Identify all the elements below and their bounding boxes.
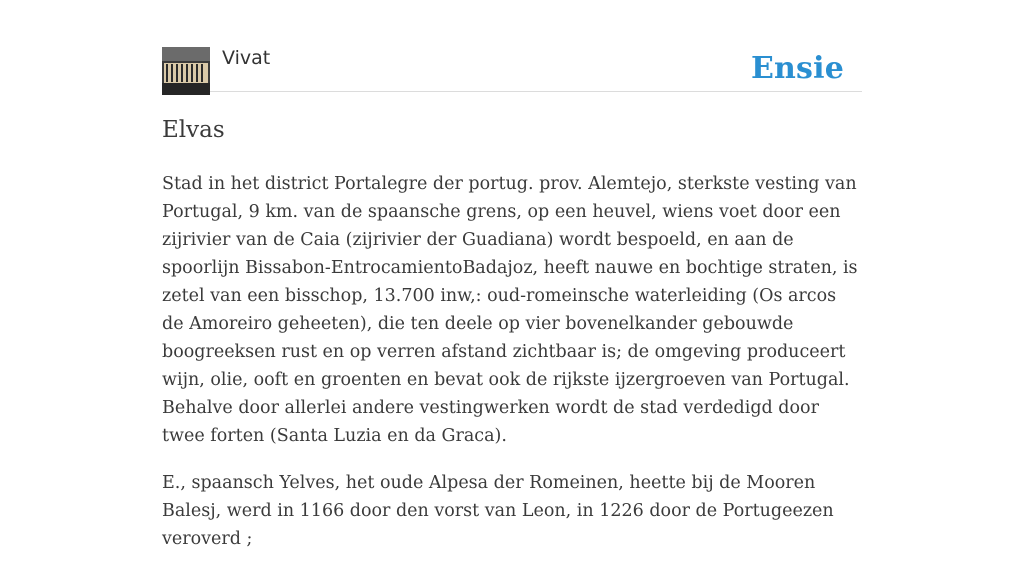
avatar[interactable] bbox=[162, 47, 210, 95]
building-photo-icon bbox=[162, 47, 210, 95]
article bbox=[162, 112, 862, 572]
brand-logo[interactable]: Ensie bbox=[750, 51, 844, 86]
header bbox=[162, 45, 862, 92]
article-title: Elvas bbox=[162, 117, 225, 143]
article-paragraph-2: E., spaansch Yelves, het oude Alpesa der Romeinen, heette bij de Mooren Balesj, werd in 1166 door den vorst van Leon, in 1226 door de Portugeezen veroverd ; bbox=[162, 473, 834, 549]
author-name[interactable]: Vivat bbox=[222, 47, 271, 69]
article-paragraph-1: Stad in het district Portalegre der portug. prov. Alemtejo, sterkste vesting van Portugal, 9 km. van de spaansche grens, op een heuvel, wiens voet door een zijrivier van de Caia (zijrivier der Guadiana) wordt bespoeld, en aan de spoorlijn Bissabon-EntrocamientoBadajoz, heeft nauwe en bochtige straten, is zetel van een bisschop, 13.700 inw,: oud-romeinsche waterleiding (Os arcos de Amoreiro geheeten), die ten deele op vier bovenelkander gebouwde boogreeksen rust en op verren afstand zichtbaar is; de omgeving produceert wijn, olie, ooft en groenten en bevat ook de rijkste ijzergroeven van Portugal. Behalve door allerlei andere vestingwerken wordt de stad verdedigd door twee forten (Santa Luzia en da Graca). bbox=[162, 174, 858, 446]
